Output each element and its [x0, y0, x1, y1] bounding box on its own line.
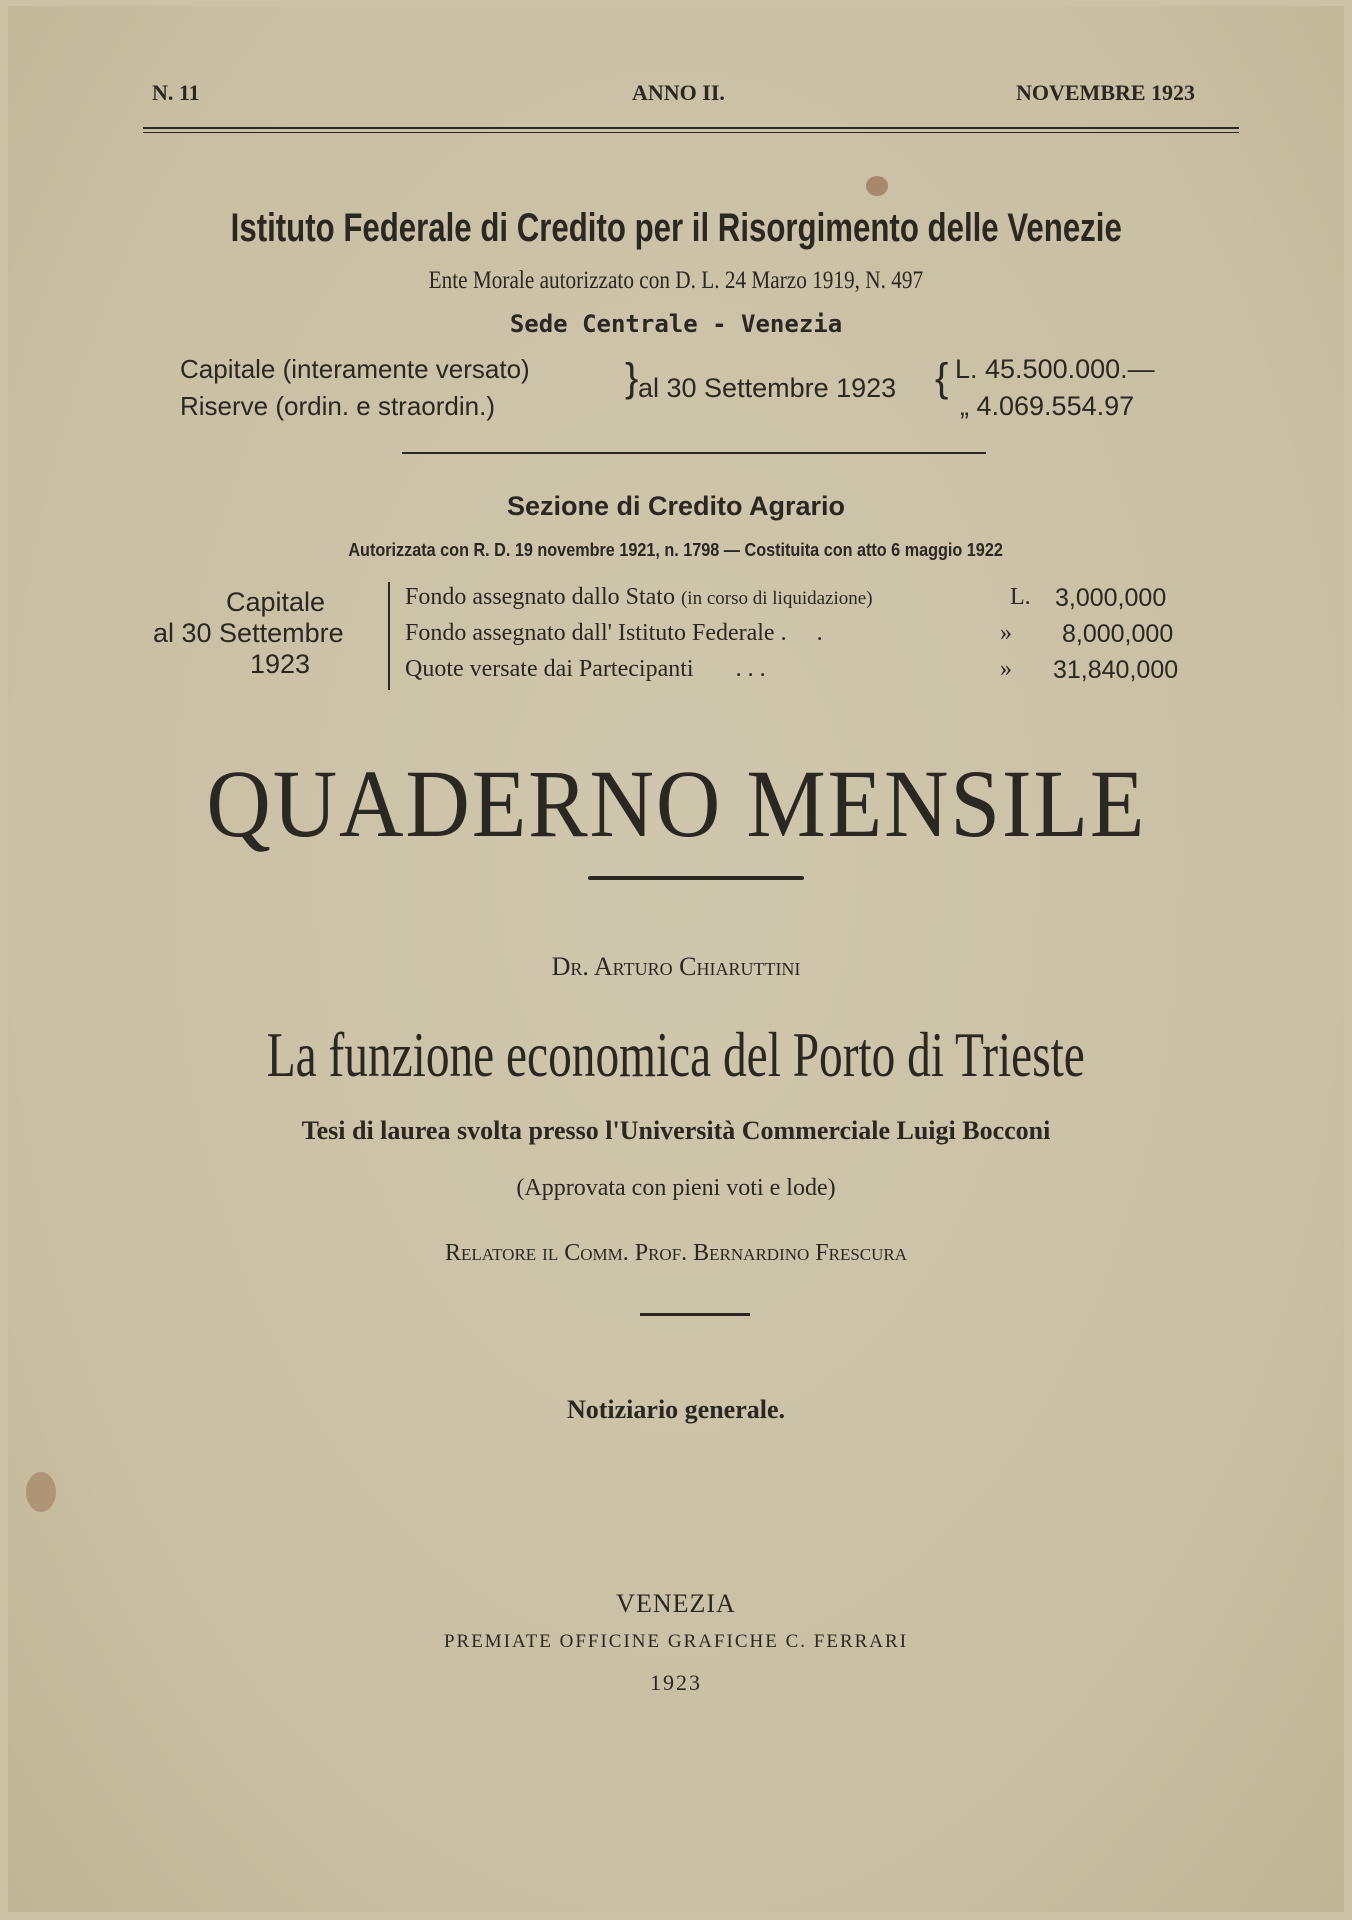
capitale-value: L. 45.500.000.— — [955, 354, 1155, 384]
work-title — [0, 1018, 1352, 1092]
divider — [640, 1313, 750, 1316]
fund-currency: L. — [1010, 584, 1031, 610]
fund-currency: » — [1000, 620, 1012, 646]
issue-date: NOVEMBRE 1923 — [1016, 80, 1196, 105]
section-authorization — [0, 540, 1352, 561]
ornament-rule — [588, 876, 804, 880]
fund-currency: » — [1000, 656, 1012, 682]
fund-row — [405, 656, 766, 683]
section-title: Sezione di Credito Agrario — [506, 491, 846, 521]
imprint-city: VENEZIA — [616, 1589, 736, 1618]
issue-year: ANNO II. — [632, 80, 725, 105]
brace: } — [625, 356, 639, 400]
fund-row — [405, 584, 873, 611]
thesis-note: Tesi di laurea svolta presso l'Università Commerciale Luigi Bocconi — [301, 1116, 1051, 1145]
institute-name — [0, 206, 1352, 251]
fund-value: 3,000,000 — [1055, 584, 1167, 612]
fund-value: 31,840,000 — [1053, 656, 1179, 684]
stain — [866, 176, 888, 196]
imprint-year: 1923 — [650, 1670, 702, 1695]
fund-note: . — [816, 620, 823, 646]
news-section: Notiziario generale. — [566, 1395, 786, 1424]
issue-number: N. 11 — [152, 80, 200, 105]
sede-centrale: Sede Centrale - Venezia — [509, 310, 843, 338]
institute-name-text: Istituto Federale di Credito per il Risorgimento delle Venezie — [230, 206, 1122, 250]
fund-label: Quote versate dai Partecipanti — [405, 656, 694, 682]
supervisor: Relatore il Comm. Prof. Bernardino Frescura — [444, 1240, 908, 1266]
fund-note: (in corso di liquidazione) — [680, 588, 873, 609]
header-rule — [143, 127, 1239, 129]
author: Dr. Arturo Chiaruttini — [551, 952, 801, 981]
fund-note: . . . — [735, 656, 766, 682]
brace: { — [935, 356, 949, 400]
ente-morale — [0, 267, 1352, 295]
ente-morale-text: Ente Morale autorizzato con D. L. 24 Marzo 1919, N. 497 — [428, 267, 924, 294]
stain — [26, 1472, 56, 1512]
imprint-printer: PREMIATE OFFICINE GRAFICHE C. FERRARI — [443, 1631, 909, 1652]
fund-label: Fondo assegnato dall' Istituto Federale . — [405, 620, 787, 646]
section-authorization-text: Autorizzata con R. D. 19 novembre 1921, n. 1798 — Costituita con atto 6 maggio 1922 — [348, 540, 1004, 560]
fund-value: 8,000,000 — [1062, 620, 1174, 648]
capital-label-2: al 30 Settembre — [153, 618, 344, 648]
main-title — [0, 748, 1352, 859]
capital-label-3: 1923 — [250, 649, 311, 679]
ornament-rule — [402, 452, 986, 454]
riserve-label: Riserve (ordin. e straordin.) — [180, 391, 495, 421]
riserve-value: „ 4.069.554.97 — [960, 391, 1135, 421]
header-rule — [143, 132, 1239, 133]
work-title-text: La funzione economica del Porto di Trieste — [266, 1019, 1086, 1090]
capital-label-1: Capitale — [226, 587, 326, 617]
approval: (Approvata con pieni voti e lode) — [516, 1175, 836, 1201]
capitale-label: Capitale (interamente versato) — [180, 354, 530, 384]
date-label: al 30 Settembre 1923 — [638, 373, 897, 403]
fund-row — [405, 620, 823, 647]
fund-label: Fondo assegnato dallo Stato — [405, 584, 675, 610]
main-title-text: QUADERNO MENSILE — [206, 750, 1146, 857]
brace — [388, 582, 390, 690]
